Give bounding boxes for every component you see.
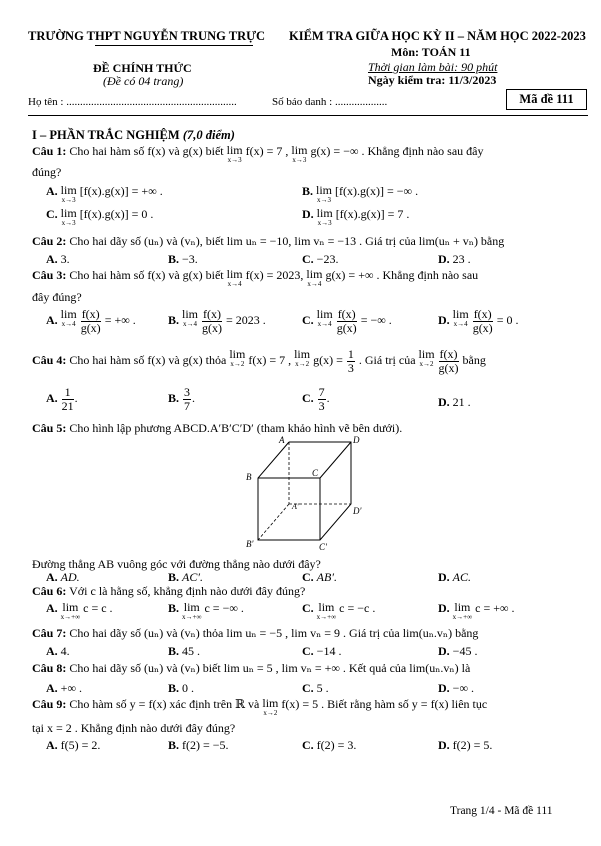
q6-option-a: A. lim x→+∞ c = c .: [46, 600, 113, 621]
cube-label-B1: B': [246, 539, 254, 549]
question-7: Câu 7: Cho hai dãy số (uₙ) và (vₙ) thỏa lim uₙ = −5 , lim vₙ = 9 . Giá trị của lim(uₙ.vₙ) bằng: [32, 626, 479, 640]
question-3: Câu 3: Cho hai hàm số f(x) và g(x) biết lim x→4 f(x) = 2023, lim x→4 g(x) = +∞ . Khẳng định nào sau: [32, 267, 479, 288]
q5-question: Đường thẳng AB vuông góc với đường thẳng nào dưới đây?: [32, 557, 321, 571]
q4-option-b: B. $\frac{3}{7}$ .: [168, 385, 196, 413]
q8-option-c: C. 5 .: [302, 681, 329, 695]
q4-option-a: A. $\frac{1}{21}$ .: [46, 385, 78, 413]
q3-cont: đây đúng?: [32, 290, 82, 304]
section-title: [32, 128, 235, 143]
exam-code-box: Mã đề 111: [506, 89, 587, 110]
q1-label: Câu 1:: [32, 144, 67, 158]
question-8: Câu 8: Cho hai dãy số (uₙ) và (vₙ) biết lim uₙ = 5 , lim vₙ = +∞ . Kết quả của lim(uₙ.vₙ) là: [32, 661, 471, 675]
id-field: Số báo danh : ...................: [272, 96, 388, 108]
cube-label-C1: C': [319, 542, 327, 552]
q6-option-d: D. lim x→+∞ c = +∞ .: [438, 600, 515, 621]
q2-option-d: D. 23 .: [438, 252, 471, 266]
q2-option-a: A. 3.: [46, 252, 70, 266]
q8-option-d: D. −∞ .: [438, 681, 474, 695]
q4-option-c: C. $\frac{7}{3}$ .: [302, 385, 330, 413]
q7-option-c: C. −14 .: [302, 644, 342, 658]
cube-label-D: D: [353, 435, 360, 445]
cube-label-C: C: [312, 468, 319, 478]
question-2: Câu 2: Cho hai dãy số (uₙ) và (vₙ), biết lim uₙ = −10, lim vₙ = −13 . Giá trị của lim(uₙ + vₙ) bằng: [32, 234, 505, 248]
question-4: Câu 4: Cho hai hàm số f(x) và g(x) thỏa lim x→2 f(x) = 7 , lim x→2 g(x) = $\frac{1}{3}$ . Giá trị của lim x→2 $\frac{f(x)}{g(x)}$ bằng: [32, 347, 486, 375]
q8-option-b: B. 0 .: [168, 681, 195, 695]
exam-title: KIỂM TRA GIỮA HỌC KỲ II – NĂM HỌC 2022-2023: [289, 29, 586, 43]
q3-option-a: A. lim x→4 $\frac{f(x)}{g(x)}$ = +∞ .: [46, 307, 136, 335]
q9-option-d: D. f(2) = 5.: [438, 738, 493, 752]
q1-option-c: C. lim x→3 [f(x).g(x)] = 0 .: [46, 206, 154, 227]
name-field: Họ tên : ..............................................................: [28, 96, 237, 108]
question-5: Câu 5: Cho hình lập phương ABCD.A′B′C′D′ (tham khảo hình vẽ bên dưới).: [32, 421, 403, 435]
q5-option-b: B. AC′.: [168, 570, 203, 584]
header-divider: [28, 115, 588, 116]
q9-cont: tại x = 2 . Khẳng định nào dưới đây đúng?: [32, 721, 236, 735]
q5-option-a: A. AD.: [46, 570, 80, 584]
q1-option-b: B. lim x→3 [f(x).g(x)] = −∞ .: [302, 183, 419, 204]
cube-label-A1: A': [292, 502, 299, 511]
question-1: [32, 144, 484, 164]
exam-date: Ngày kiểm tra: 11/3/2023: [368, 73, 497, 87]
q2-text: Cho hai dãy số (uₙ) và (vₙ), biết lim uₙ = −10, lim vₙ = −13 . Giá trị của lim(uₙ + vₙ) bằng: [69, 234, 505, 248]
q3-option-c: C. lim x→4 $\frac{f(x)}{g(x)}$ = −∞ .: [302, 307, 392, 335]
section-title-text: I – PHẦN TRẮC NGHIỆM: [32, 128, 180, 142]
cube-figure: [236, 434, 376, 554]
q2-option-c: C. −23.: [302, 252, 339, 266]
q1-lim-a: lim x→3: [226, 143, 243, 164]
q7-option-a: A. 4.: [46, 644, 70, 658]
q9-option-b: B. f(2) = −5.: [168, 738, 229, 752]
q1-text: Cho hai hàm số f(x) và g(x) biết: [69, 144, 224, 158]
q1-lim-b: lim x→3: [291, 143, 308, 164]
q7-option-b: B. 45 .: [168, 644, 201, 658]
q1-option-a: A. lim x→3 [f(x).g(x)] = +∞ .: [46, 183, 163, 204]
page-footer: Trang 1/4 - Mã đề 111: [450, 805, 553, 817]
question-6: Câu 6: Với c là hằng số, khẳng định nào dưới đây đúng?: [32, 584, 306, 598]
q6-option-c: C. lim x→+∞ c = −c .: [302, 600, 376, 621]
pages-note: (Đề có 04 trang): [103, 74, 184, 88]
q4-option-d: D. 21 .: [438, 395, 471, 409]
q2-option-b: B. −3.: [168, 252, 198, 266]
subject: Môn: TOÁN 11: [391, 45, 471, 59]
q1-limit-b: g(x) = −∞ . Khẳng định nào sau đây: [310, 144, 484, 158]
cube-label-A: A: [279, 435, 285, 445]
q1-cont: đúng?: [32, 165, 62, 179]
q6-option-b: B. lim x→+∞ c = −∞ .: [168, 600, 244, 621]
cube-edge-A1B1: [258, 504, 289, 540]
school-name: TRƯỜNG THPT NGUYỄN TRUNG TRỰC: [28, 29, 266, 43]
q1-option-d: D. lim x→3 [f(x).g(x)] = 7 .: [302, 206, 410, 227]
q3-option-b: B. lim x→4 $\frac{f(x)}{g(x)}$ = 2023 .: [168, 307, 266, 335]
q3-option-d: D. lim x→4 $\frac{f(x)}{g(x)}$ = 0 .: [438, 307, 519, 335]
exam-time: Thời gian làm bài: 90 phút: [368, 60, 498, 74]
cube-label-D1: D': [353, 506, 362, 516]
question-9: Câu 9: Cho hàm số y = f(x) xác định trên ℝ và lim x→2 f(x) = 5 . Biết rằng hàm số y = f(x) liên tục: [32, 696, 488, 717]
q9-option-a: A. f(5) = 2.: [46, 738, 101, 752]
cube-label-B: B: [246, 472, 252, 482]
q5-option-c: C. AB′.: [302, 570, 337, 584]
section-points: (7,0 điểm): [182, 128, 235, 142]
official-label: ĐỀ CHÍNH THỨC: [93, 61, 192, 75]
q8-option-a: A. +∞ .: [46, 681, 82, 695]
cube-outline: [258, 442, 351, 540]
school-underline: [95, 45, 253, 46]
q9-option-c: C. f(2) = 3.: [302, 738, 357, 752]
q5-option-d: D. AC.: [438, 570, 472, 584]
q7-option-d: D. −45 .: [438, 644, 478, 658]
cube-edge-CD: [320, 442, 351, 478]
q1-limit-a: f(x) = 7 ,: [245, 144, 289, 158]
